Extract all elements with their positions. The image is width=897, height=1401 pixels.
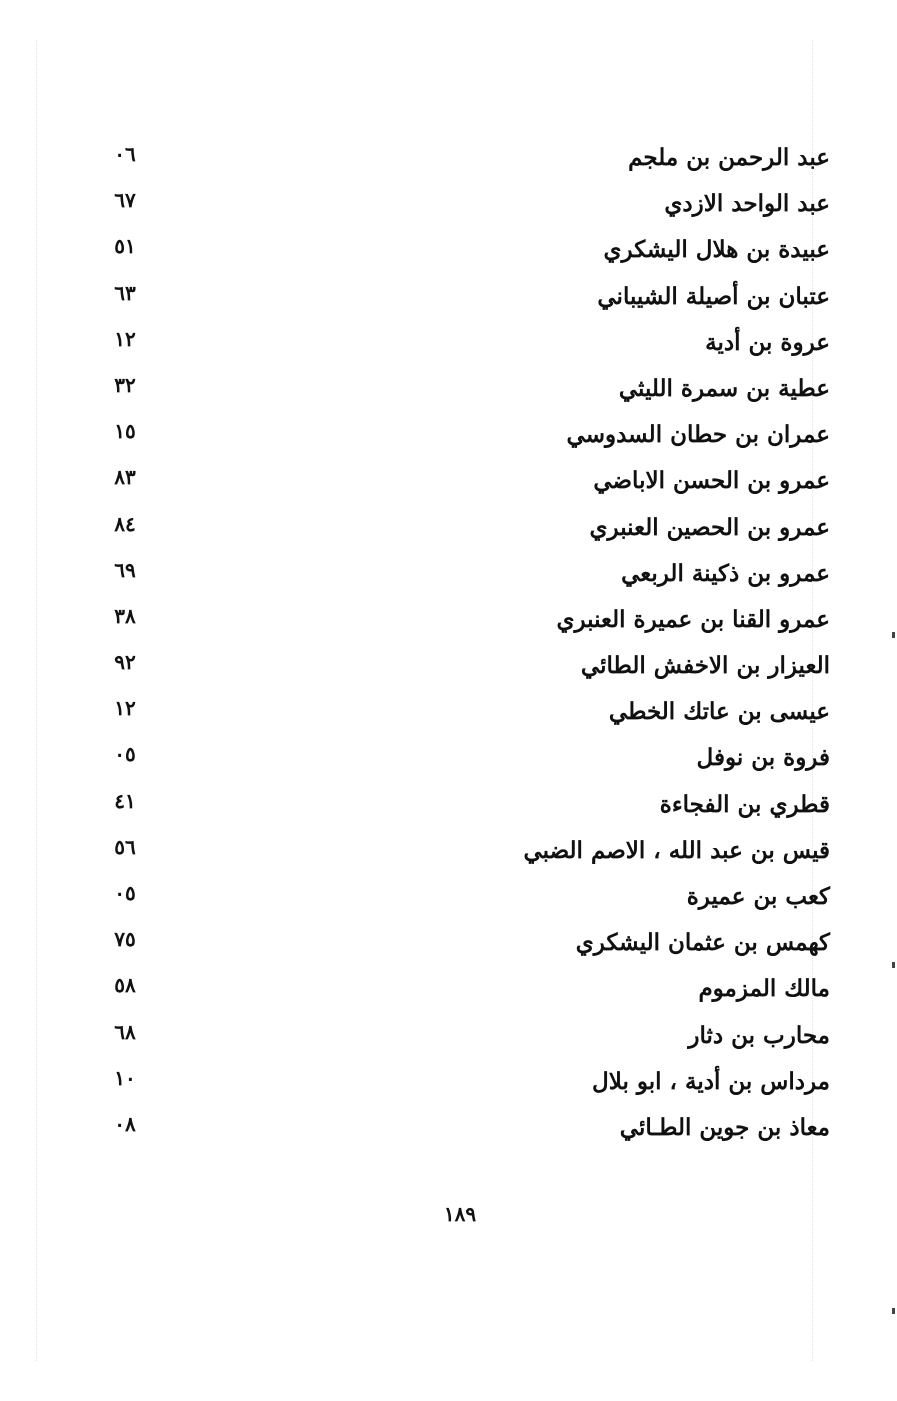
index-entry xyxy=(95,1012,840,1058)
index-entry xyxy=(95,688,840,734)
entry-page-ref: ٦٣ xyxy=(114,280,136,305)
entry-page-ref: ٧٥ xyxy=(114,927,136,952)
entry-page-ref: ٩٢ xyxy=(114,650,136,675)
index-entry xyxy=(95,226,840,272)
entry-name: عمران بن حطان السدوسي xyxy=(566,421,830,449)
index-entry xyxy=(95,1104,840,1150)
entry-name: عتبان بن أصيلة الشيباني xyxy=(597,282,830,310)
entry-page-ref: ٣٢ xyxy=(114,372,136,397)
index-entry xyxy=(95,504,840,550)
entry-name: العيزار بن الاخفش الطائي xyxy=(580,652,830,680)
page-number: ١٨٩ xyxy=(443,1202,477,1226)
entry-page-ref: ١٥ xyxy=(114,419,136,444)
index-entry xyxy=(95,550,840,596)
index-entry xyxy=(95,457,840,503)
entry-page-ref: ٦٨ xyxy=(114,1019,136,1044)
entry-page-ref: ٨٤ xyxy=(114,511,136,536)
entry-name: فروة بن نوفل xyxy=(696,744,830,772)
entry-page-ref: ٣٨ xyxy=(114,603,136,628)
index-entry xyxy=(95,734,840,780)
index-entry xyxy=(95,319,840,365)
entry-name: عمرو بن ذكينة الربعي xyxy=(621,559,830,587)
scan-edge-mark xyxy=(892,1308,895,1314)
index-entry xyxy=(95,873,840,919)
entry-page-ref: ٦٩ xyxy=(114,557,136,582)
entry-page-ref: ٤١ xyxy=(114,788,136,813)
entry-name: محارب بن دثار xyxy=(688,1021,830,1049)
index-entry xyxy=(95,411,840,457)
entry-page-ref: ١٠ xyxy=(114,1065,136,1090)
entry-name: عيسى بن عاتك الخطي xyxy=(608,698,830,726)
entry-name: معاذ بن جوين الطـائي xyxy=(619,1113,830,1141)
entry-page-ref: ٠٥ xyxy=(114,742,136,767)
entry-page-ref: ٠٦ xyxy=(114,142,136,166)
entry-name: عمرو بن الحسن الاباضي xyxy=(593,467,830,495)
scan-edge-mark xyxy=(892,962,895,968)
entry-name: كهمس بن عثمان اليشكري xyxy=(575,929,830,957)
entry-page-ref: ١٢ xyxy=(114,326,136,351)
scan-margin-line-left xyxy=(36,40,37,1361)
entry-page-ref: ٠٨ xyxy=(114,1111,136,1136)
entry-name: عبد الرحمن بن ملجم xyxy=(628,144,830,171)
index-entry xyxy=(95,781,840,827)
index-entry xyxy=(95,134,840,180)
entry-page-ref: ٨٣ xyxy=(114,465,136,490)
index-entry xyxy=(95,365,840,411)
entry-name: قطري بن الفجاءة xyxy=(659,790,830,818)
entry-name: عبد الواحد الازدي xyxy=(664,190,830,218)
entry-name: عمرو بن الحصين العنبري xyxy=(589,513,830,541)
index-entry xyxy=(95,642,840,688)
index-entry xyxy=(95,273,840,319)
entry-name: عروة بن أدية xyxy=(705,328,830,356)
index-entry xyxy=(95,919,840,965)
entry-name: عطية بن سمرة الليثي xyxy=(618,374,830,402)
index-entry xyxy=(95,180,840,226)
index-entry xyxy=(95,1058,840,1104)
entry-name: قيس بن عبد الله ، الاصم الضبي xyxy=(523,836,830,864)
entry-name: مالك المزموم xyxy=(698,975,830,1003)
entry-page-ref: ٠٥ xyxy=(114,881,136,905)
name-index-list xyxy=(95,134,840,1150)
index-entry xyxy=(95,827,840,873)
entry-page-ref: ٦٧ xyxy=(114,188,136,213)
index-entry xyxy=(95,965,840,1011)
scan-edge-mark xyxy=(892,632,895,638)
entry-name: كعب بن عميرة xyxy=(686,883,830,910)
entry-page-ref: ١٢ xyxy=(114,696,136,721)
entry-page-ref: ٥٨ xyxy=(114,973,136,998)
entry-page-ref: ٥١ xyxy=(114,234,136,259)
entry-name: مرداس بن أدية ، ابو بلال xyxy=(592,1067,830,1095)
entry-name: عبيدة بن هلال اليشكري xyxy=(603,236,830,264)
entry-name: عمرو القنا بن عميرة العنبري xyxy=(556,605,830,633)
index-entry xyxy=(95,596,840,642)
entry-page-ref: ٥٦ xyxy=(114,834,136,859)
